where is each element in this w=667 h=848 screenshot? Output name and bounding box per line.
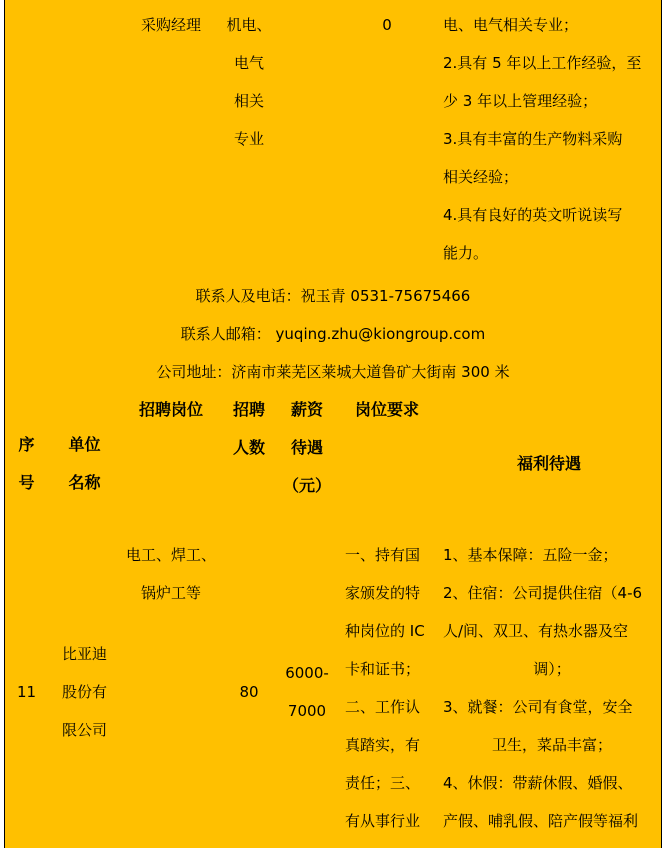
company-address: 公司地址：济南市莱芜区莱城大道鲁矿大街南 300 米: [156, 363, 510, 381]
welfare-line: 卫生，菜品丰富；: [491, 736, 612, 754]
req-line: 有从事行业: [345, 812, 421, 830]
row11-count: 80: [221, 536, 278, 848]
welfare-line: 产假、哺乳假、陪产假等福利: [443, 812, 639, 830]
req-line: 卡和证书；: [345, 660, 421, 678]
top-requirements-cell: [437, 0, 662, 275]
header-count: 招聘 人数: [221, 391, 278, 537]
unit-line: 比亚迪: [61, 645, 107, 663]
row11-requirements: [337, 536, 438, 848]
contact-person-phone: 联系人及电话：祝玉青 0531-75675466: [195, 287, 471, 305]
top-count-text: 0: [382, 16, 392, 34]
requirement-line: 3.具有丰富的生产物料采购: [443, 130, 623, 148]
requirement-line: 4.具有良好的英文听说读写: [443, 206, 623, 224]
header-position: 招聘岗位: [121, 391, 222, 537]
top-seq-cell: [4, 0, 49, 275]
header-salary: 薪资 待遇 （元）: [277, 391, 338, 537]
major-line: 机电、: [226, 16, 272, 34]
requirement-line: 少 3 年以上管理经验；: [443, 92, 598, 110]
welfare-line: 人/间、双卫、有热水器及空: [443, 622, 629, 640]
header-welfare: 福利待遇: [437, 391, 662, 537]
requirement-line: 能力。: [443, 244, 489, 262]
welfare-line: 2、住宿：公司提供住宿（4-6: [443, 584, 643, 602]
row11-position: [121, 536, 222, 848]
req-line: 种岗位的 IC: [345, 622, 425, 640]
position-line: 锅炉工等: [140, 584, 201, 602]
salary-line: 7000: [287, 702, 327, 720]
top-unit-cell: [48, 0, 122, 275]
top-position-cell: [121, 0, 222, 275]
requirement-line: 电、电气相关专业；: [443, 16, 579, 34]
welfare-line: 3、就餐：公司有食堂，安全: [443, 698, 633, 716]
top-count-cell: [337, 0, 438, 275]
top-position-text: 采购经理: [140, 16, 201, 34]
row11-unit: [48, 536, 122, 848]
row11-seq: 11: [4, 536, 49, 848]
major-line: 电气: [233, 54, 264, 72]
requirement-line: 相关经验；: [443, 168, 519, 186]
req-line: 真踏实，有: [345, 736, 421, 754]
row11-welfare: [437, 536, 662, 848]
req-line: 家颁发的特: [345, 584, 421, 602]
req-line: 二、工作认: [345, 698, 421, 716]
row11-salary: [277, 536, 338, 848]
req-line: 责任；三、: [345, 774, 421, 792]
major-line: 专业: [233, 130, 264, 148]
salary-line: 6000-: [285, 664, 329, 682]
contact-email: 联系人邮箱： yuqing.zhu@kiongroup.com: [180, 325, 486, 343]
top-salary-cell: [277, 0, 338, 275]
header-seq: 序 号: [4, 391, 49, 537]
welfare-line: 4、休假：带薪休假、婚假、: [443, 774, 633, 792]
contact-block: [4, 274, 662, 392]
major-line: 相关: [233, 92, 264, 110]
welfare-line: 1、基本保障：五险一金；: [443, 546, 618, 564]
header-requirement: 岗位要求: [337, 391, 438, 537]
requirement-line: 2.具有 5 年以上工作经验，至: [443, 54, 642, 72]
top-major-cell: [221, 0, 278, 275]
header-unit: 单位 名称: [48, 391, 122, 537]
welfare-line: 调）；: [533, 660, 571, 678]
position-line: 电工、焊工、: [125, 546, 216, 564]
unit-line: 限公司: [61, 721, 107, 739]
unit-line: 股份有: [61, 683, 107, 701]
req-line: 一、持有国: [345, 546, 421, 564]
